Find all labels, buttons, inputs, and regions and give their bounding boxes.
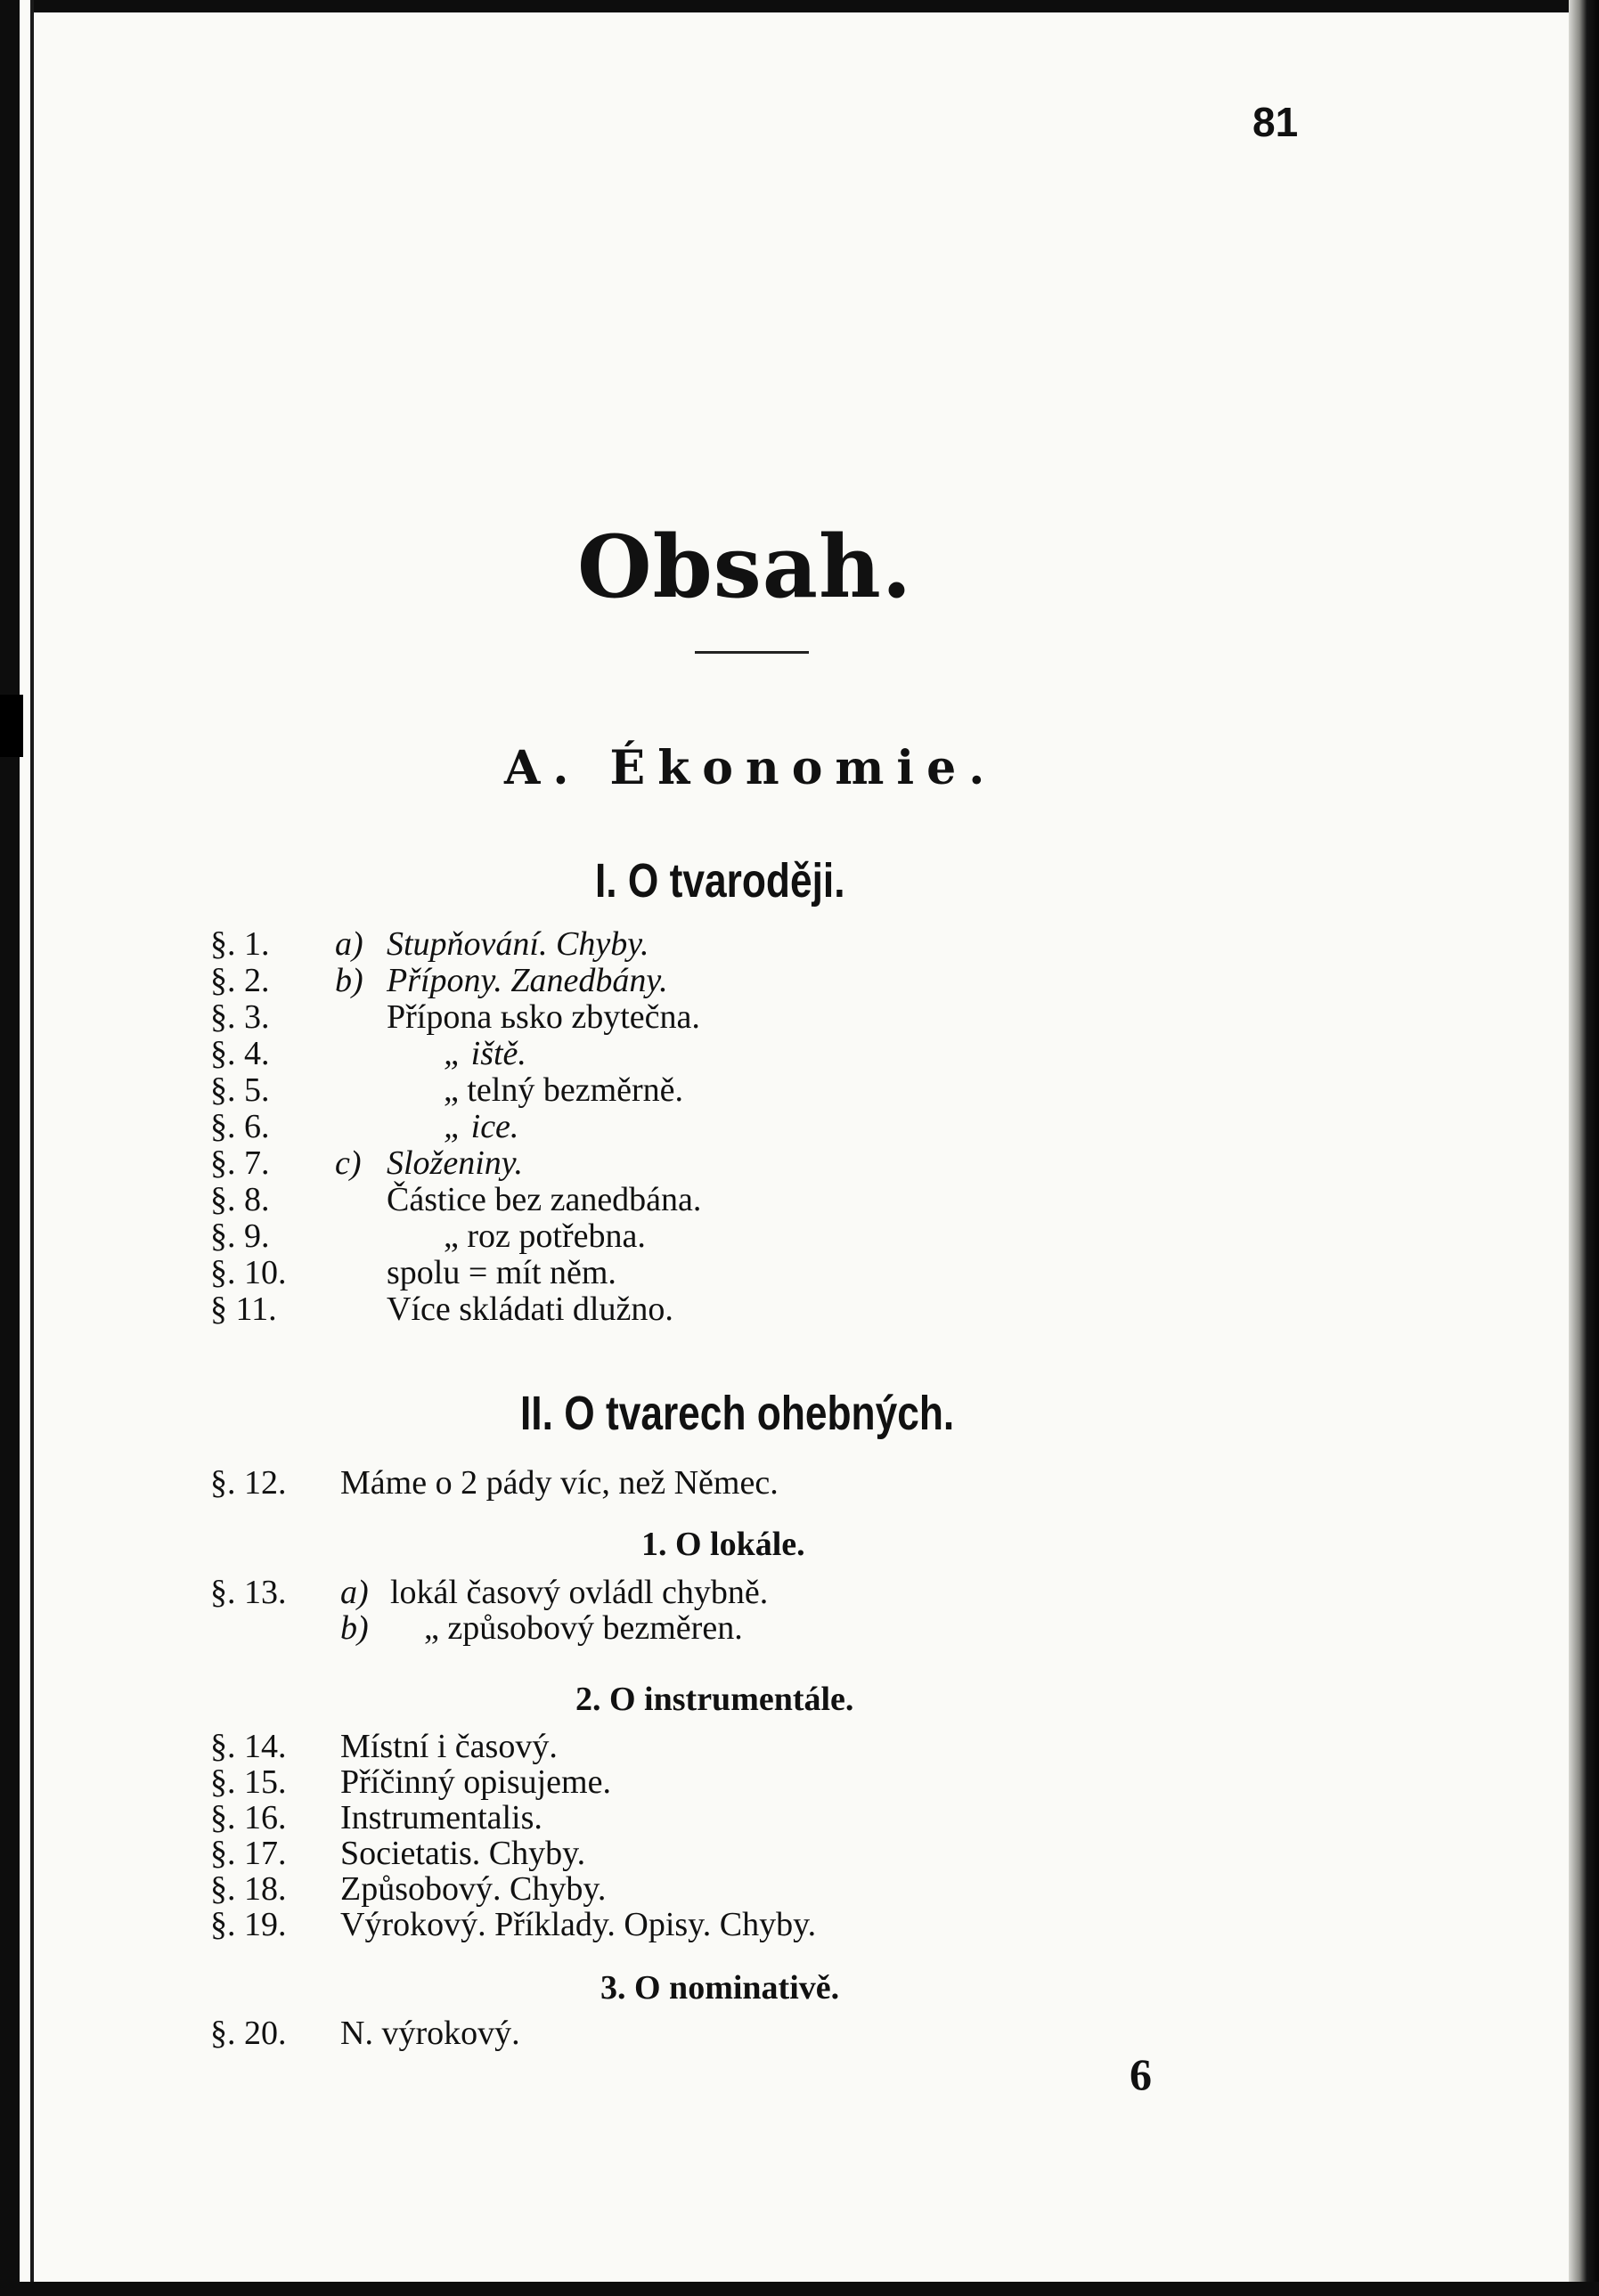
entry-text: Přípony. Zanedbány. (387, 962, 668, 999)
section-number: §. 15. (210, 1763, 287, 1801)
entry-text: spolu = mít něm. (387, 1254, 616, 1291)
page-edge-right (1569, 0, 1599, 2296)
entry-label: a) (335, 925, 363, 963)
page-edge-bottom (0, 2282, 1599, 2296)
subheading-nominative: 3. O nominativě. (600, 1969, 840, 2007)
entry-label: b) (340, 1609, 369, 1647)
entry-text: „ telný bezměrně. (444, 1071, 684, 1109)
page-edge-top (0, 0, 1599, 12)
section-number: §. 17. (210, 1835, 287, 1872)
section-number: §. 13. (210, 1574, 287, 1611)
section-number: §. 6. (210, 1108, 270, 1145)
section-number: §. 12. (210, 1464, 287, 1502)
entry-text: Složeniny. (387, 1144, 524, 1182)
page-margin-strip (20, 0, 30, 2296)
page-title: Obsah. (577, 517, 913, 617)
entry-text: Instrumentalis. (340, 1799, 543, 1836)
entry-label: a) (340, 1574, 369, 1611)
page-edge-line (30, 0, 34, 2296)
section-number: §. 8. (210, 1181, 270, 1218)
section-number: §. 1. (210, 925, 270, 963)
section-number: §. 16. (210, 1799, 287, 1836)
subheading-instrumental: 2. O instrumentále. (575, 1681, 854, 1718)
section-heading: A. Ékonomie. (504, 741, 998, 795)
section-number: §. 4. (210, 1035, 270, 1072)
section-number: §. 18. (210, 1870, 287, 1908)
entry-text: lokál časový ovládl chybně. (390, 1574, 769, 1611)
subheading-lokal: 1. O lokále. (641, 1526, 805, 1563)
entry-label: c) (335, 1144, 362, 1182)
section-number: § 11. (210, 1290, 277, 1328)
section-number: §. 5. (210, 1071, 270, 1109)
entry-text: N. výrokový. (340, 2015, 520, 2052)
section-number: §. 20. (210, 2015, 287, 2052)
entry-text: Societatis. Chyby. (340, 1835, 586, 1872)
section-number: §. 9. (210, 1217, 270, 1255)
page-edge-notch (0, 695, 23, 757)
section-number: §. 10. (210, 1254, 287, 1291)
entry-text: „ roz potřebna. (444, 1217, 646, 1255)
entry-text: „ způsobový bezměren. (424, 1609, 743, 1647)
entry-text: Výrokový. Příklady. Opisy. Chyby. (340, 1906, 817, 1943)
page-number: 81 (1252, 99, 1299, 145)
entry-text: Způsobový. Chyby. (340, 1870, 607, 1908)
section-number: §. 14. (210, 1728, 287, 1765)
signature-mark: 6 (1130, 2049, 1152, 2099)
entry-text: Místní i časový. (340, 1728, 558, 1765)
entry-text: Stupňování. Chyby. (387, 925, 649, 963)
section-number: §. 7. (210, 1144, 270, 1182)
title-rule (695, 651, 809, 654)
section-number: §. 19. (210, 1906, 287, 1943)
entry-text: Více skládati dlužno. (387, 1290, 673, 1328)
chapter-heading-1: I. O tvaroději. (595, 854, 845, 908)
page-edge-left (0, 0, 20, 2296)
section-number: §. 2. (210, 962, 270, 999)
entry-text: „ iště. (444, 1035, 526, 1072)
entry-text: Přípona ьsko zbytečna. (387, 998, 700, 1036)
entry-text: „ ice. (444, 1108, 519, 1145)
entry-label: b) (335, 962, 363, 999)
section-number: §. 3. (210, 998, 270, 1036)
entry-text: Částice bez zanedbána. (387, 1181, 702, 1218)
entry-text: Máme o 2 pády víc, než Němec. (340, 1464, 779, 1502)
entry-text: Příčinný opisujeme. (340, 1763, 611, 1801)
chapter-heading-2: II. O tvarech ohebných. (520, 1387, 955, 1440)
